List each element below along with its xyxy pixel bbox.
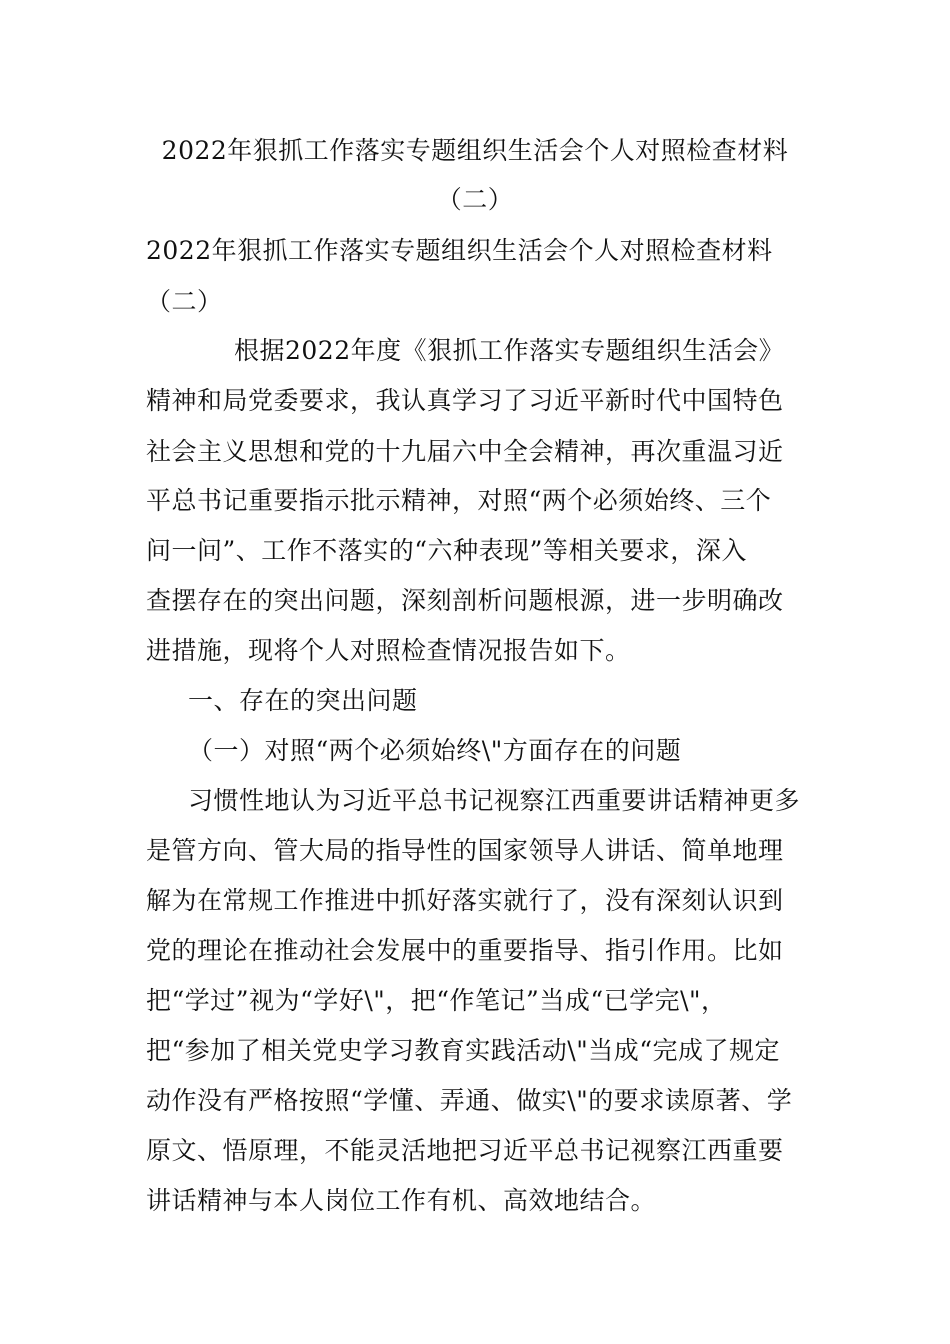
section-heading: 一、存在的突出问题	[188, 686, 418, 715]
paragraph-line: 讲话精神与本人岗位工作有机、高效地结合。	[146, 1186, 657, 1215]
paragraph-line: 原文、悟原理，不能灵活地把习近平总书记视察江西重要	[146, 1136, 784, 1165]
paragraph-line: 是管方向、管大局的指导性的国家领导人讲话、简单地理	[146, 836, 784, 865]
paragraph-line: 党的理论在推动社会发展中的重要指导、指引作用。比如	[146, 936, 784, 965]
document-title: 2022年狠抓工作落实专题组织生活会个人对照检查材料	[161, 136, 789, 165]
paragraph-line: 动作没有严格按照“学懂、弄通、做实\"的要求读原著、学	[146, 1086, 793, 1115]
document-heading-suffix: （二）	[146, 287, 223, 316]
intro-line: 平总书记重要指示批示精神，对照“两个必须始终、三个	[146, 486, 772, 515]
intro-line: 根据2022年度《狠抓工作落实专题组织生活会》	[234, 336, 785, 365]
intro-line: 精神和局党委要求，我认真学习了习近平新时代中国特色	[146, 386, 784, 415]
subsection-heading: （一）对照“两个必须始终\"方面存在的问题	[188, 736, 682, 765]
document-heading: 2022年狠抓工作落实专题组织生活会个人对照检查材料	[146, 236, 773, 265]
document-title-suffix: （二）	[436, 185, 514, 214]
intro-line: 社会主义思想和党的十九届六中全会精神，再次重温习近	[146, 437, 784, 466]
paragraph-line: 把“学过”视为“学好\"，把“作笔记”当成“已学完\"，	[146, 986, 727, 1015]
intro-line: 进措施，现将个人对照检查情况报告如下。	[146, 636, 631, 665]
paragraph-line: 习惯性地认为习近平总书记视察江西重要讲话精神更多	[188, 786, 801, 815]
intro-line: 问一问”、工作不落实的“六种表现”等相关要求，深入	[146, 536, 747, 565]
intro-line: 查摆存在的突出问题，深刻剖析问题根源，进一步明确改	[146, 586, 784, 615]
paragraph-line: 把“参加了相关党史学习教育实践活动\"当成“完成了规定	[146, 1036, 780, 1065]
paragraph-line: 解为在常规工作推进中抓好落实就行了，没有深刻认识到	[146, 886, 784, 915]
